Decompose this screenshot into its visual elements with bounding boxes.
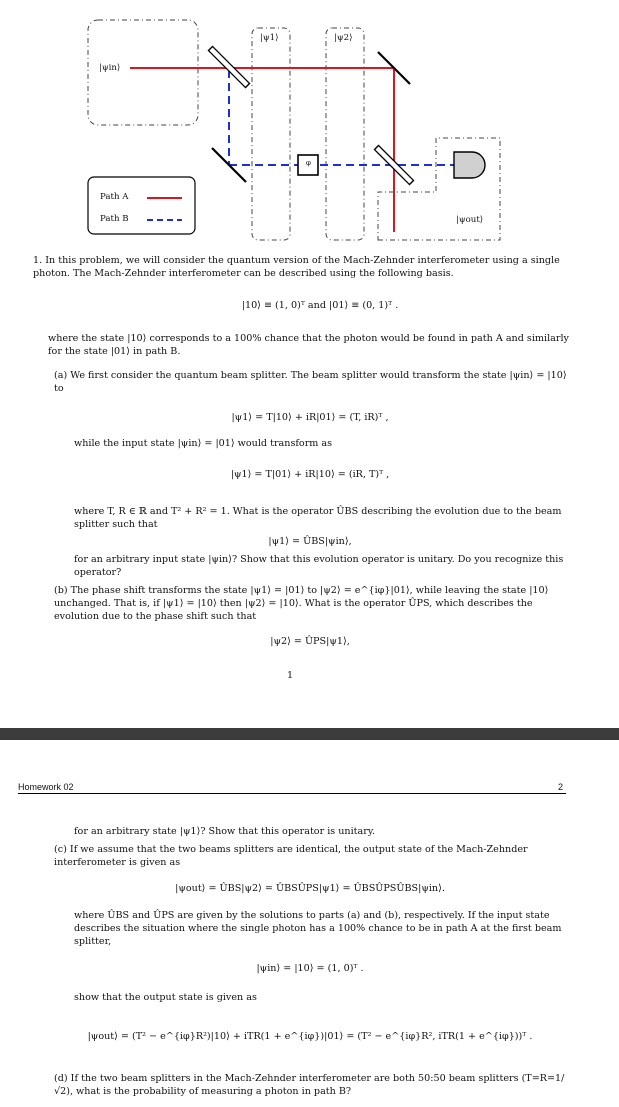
psi-2-label: |ψ2⟩ [334,33,353,43]
part-b-continued: for an arbitrary state |ψ1⟩? Show that this operator is unitary. [74,826,376,837]
eq-c1: |ψout⟩ = ÛBS|ψ2⟩ = ÛBSÛPS|ψ1⟩ = ÛBSÛPSÛBS|ψin⟩. [175,883,445,894]
mach-zehnder-diagram [0,0,619,250]
eq-c2: |ψin⟩ = |10⟩ = (1, 0)ᵀ . [256,963,364,974]
psi-out-label: |ψout⟩ [456,215,484,225]
problem-intro: 1. In this problem, we will consider the quantum version of the Mach-Zehnder interferometer using a single photon. The Mach-Zehnder interferometer can be described using the following basis. [33,255,560,279]
header-title: Homework 02 [18,782,74,792]
page-gap [0,728,619,740]
part-a-intro: (a) We first consider the quantum beam splitter. The beam splitter would transform the state |ψin⟩ = |10⟩ to [54,370,567,394]
part-a-where: where T, R ∈ ℝ and T² + R² = 1. What is the operator ÛBS describing the evolution due to the beam splitter such that [74,506,562,530]
eq-a3: |ψ1⟩ = ÛBS|ψin⟩, [268,536,352,547]
psi-1-label: |ψ1⟩ [260,33,279,43]
part-b: (b) The phase shift transforms the state |ψ1⟩ = |01⟩ to |ψ2⟩ = e^{iφ}|01⟩, while leaving the state |10⟩ unchanged. That is, if |ψ1⟩ = |10⟩ then |ψ2⟩ = |10⟩. What is the operator ÛPS, which describes the evolution due to the phase shift such that [54,585,549,622]
eq-basis: |10⟩ ≡ (1, 0)ᵀ and |01⟩ ≡ (0, 1)ᵀ . [241,300,399,311]
header-rule [18,793,566,794]
psi2-box [326,28,364,240]
part-a-end: for an arbitrary input state |ψin⟩? Show that this evolution operator is unitary. Do you recognize this operator? [74,554,564,578]
phi-label: φ [306,159,311,167]
header-page-number: 2 [558,782,564,792]
page-number: 1 [286,670,294,681]
basis-text: where the state |10⟩ corresponds to a 100% chance that the photon would be found in path A and similarly for the state |01⟩ in path B. [48,333,569,357]
eq-c3: |ψout⟩ = (T² − e^{iφ}R²)|10⟩ + iTR(1 + e^{iφ})|01⟩ = (T² − e^{iφ}R², iTR(1 + e^{iφ}))ᵀ . [87,1031,533,1042]
eq-a1: |ψ1⟩ = T|10⟩ + iR|01⟩ = (T, iR)ᵀ , [231,412,389,423]
part-c-where: where ÛBS and ÛPS are given by the solutions to parts (a) and (b), respectively. If the input state describes the situation where the single photon has a 100% chance to be in path A at the first beam splitter, [74,910,562,947]
psi-in-label: |ψin⟩ [99,63,121,73]
part-d: (d) If the two beam splitters in the Mach-Zehnder interferometer are both 50:50 beam splitters (T=R=1/√2), what is the probability of measuring a photon in path B? [54,1073,565,1097]
part-c-show: show that the output state is given as [74,992,257,1003]
part-a-while: while the input state |ψin⟩ = |01⟩ would transform as [74,438,333,449]
legend-path-a-label: Path A [100,192,129,202]
legend-path-b-label: Path B [100,214,129,224]
eq-a2: |ψ1⟩ = T|01⟩ + iR|10⟩ = (iR, T)ᵀ , [230,469,390,480]
detector [454,152,485,178]
psi1-box [252,28,290,240]
eq-b: |ψ2⟩ = ÛPS|ψ1⟩, [270,636,350,647]
part-c: (c) If we assume that the two beams splitters are identical, the output state of the Mach-Zehnder interferometer is given as [54,844,528,868]
